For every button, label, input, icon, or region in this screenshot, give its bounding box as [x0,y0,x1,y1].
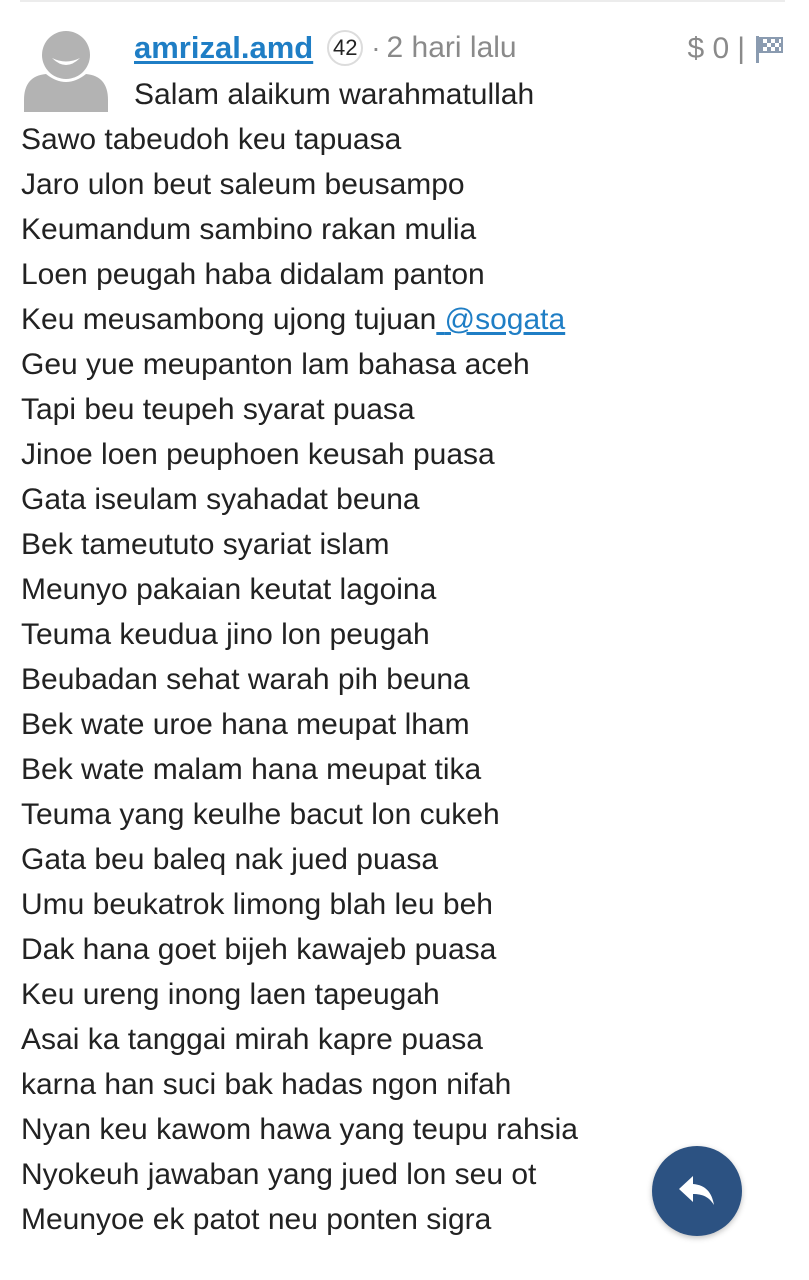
mention-link[interactable] [436,303,565,336]
comment-line: Asai ka tanggai mirah kapre puasa [21,1023,483,1056]
comment-line: Meunyo pakaian keutat lagoina [21,573,437,606]
comment-line: Beubadan sehat warah pih beuna [21,663,470,696]
avatar-placeholder-icon [24,24,108,112]
comment-line: Jaro ulon beut saleum beusampo [21,168,465,201]
comment-first-line: Salam alaikum warahmatullah [134,78,535,111]
comment-line: Keumandum sambino rakan mulia [21,213,477,246]
comment-line: Jinoe loen peuphoen keusah puasa [21,438,495,471]
comment-line: Nyan keu kawom hawa yang teupu rahsia [21,1113,578,1146]
comment-line: Bek tameututo syariat islam [21,528,390,561]
comment-line: Tapi beu teupeh syarat puasa [21,393,415,426]
comment-line: karna han suci bak hadas ngon nifah [21,1068,512,1101]
username-link[interactable]: amrizal.amd [134,30,314,65]
top-divider [20,0,785,2]
mention-handle[interactable]: @sogata [444,303,566,336]
comment-line: Loen peugah haba didalam panton [21,258,485,291]
comment-line: Nyokeuh jawaban yang jued lon seu ot [21,1158,537,1191]
payout-divider: | [737,32,745,65]
reply-button[interactable] [652,1146,742,1236]
payout-area [687,28,785,70]
reputation-badge: 42 [327,30,363,66]
reply-arrow-icon [677,1174,717,1208]
payout-value[interactable]: $ 0 [687,32,730,65]
comment-line: Meunyoe ek patot neu ponten sigra [21,1203,492,1236]
header-separator: · [371,32,381,63]
comment-line: Dak hana goet bijeh kawajeb puasa [21,933,497,966]
flag-icon[interactable] [753,33,785,65]
comment-line: Teuma keudua jino lon peugah [21,618,430,651]
comment-line: Gata iseulam syahadat beuna [21,483,420,516]
comment-line: Sawo tabeudoh keu tapuasa [21,123,402,156]
comment-line: Bek wate malam hana meupat tika [21,753,482,786]
comment-line: Umu beukatrok limong blah leu beh [21,888,493,921]
comment-line: Geu yue meupanton lam bahasa aceh [21,348,530,381]
comment-header [134,27,517,69]
comment-timestamp[interactable]: 2 hari lalu [386,31,517,64]
comment-line-with-mention [21,297,791,342]
mention-line-text: Keu meusambong ujong tujuan [21,303,437,336]
comment-line: Bek wate uroe hana meupat lham [21,708,470,741]
comment-line: Teuma yang keulhe bacut lon cukeh [21,798,500,831]
comment-body [21,117,791,1242]
user-avatar[interactable] [24,24,108,112]
comment-line: Gata beu baleq nak jued puasa [21,843,438,876]
comment-line: Keu ureng inong laen tapeugah [21,978,440,1011]
